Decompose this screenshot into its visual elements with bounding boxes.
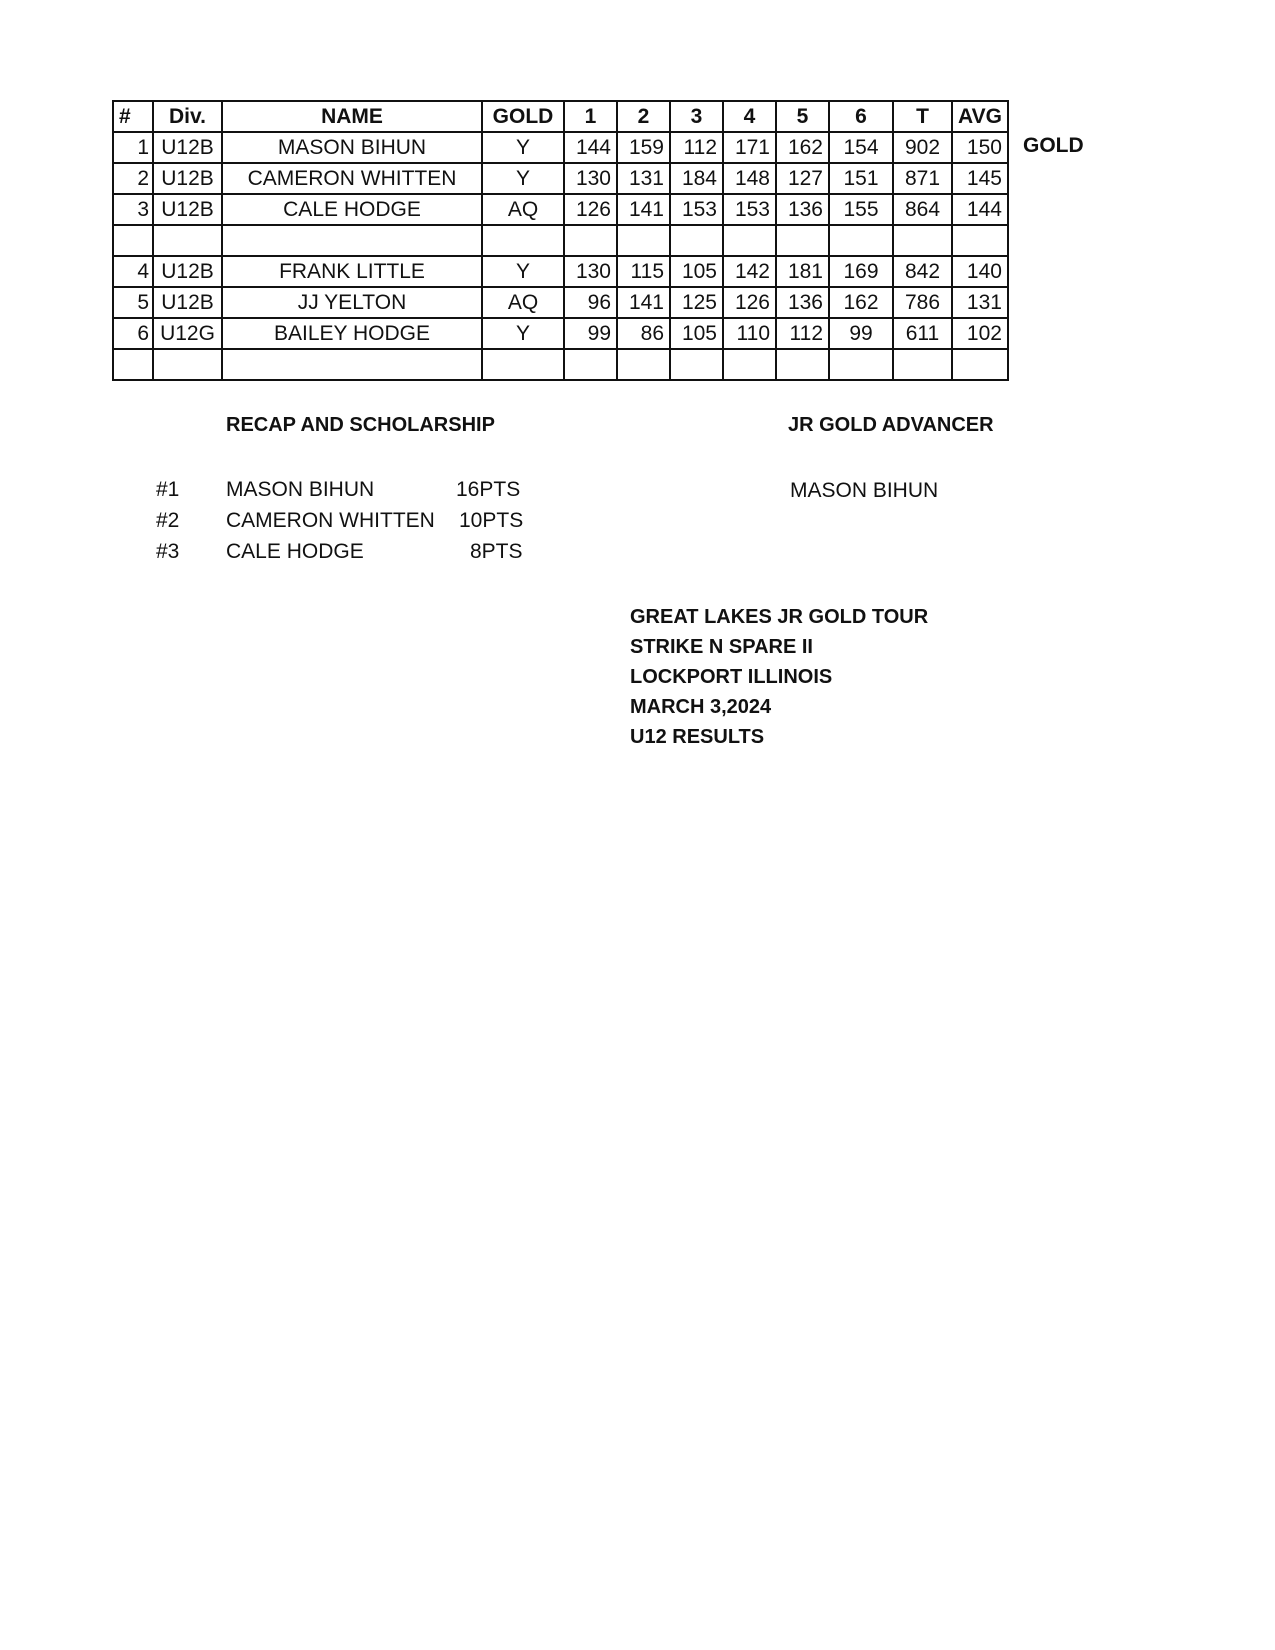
blank-cell bbox=[776, 225, 829, 256]
recap-place: #2 bbox=[156, 509, 180, 532]
blank-row bbox=[113, 225, 1008, 256]
name-cell: CAMERON WHITTEN bbox=[222, 163, 482, 194]
blank-cell bbox=[482, 225, 564, 256]
recap-points: 16PTS bbox=[456, 478, 521, 501]
table-row bbox=[113, 163, 1008, 194]
game-3-cell: 125 bbox=[670, 287, 723, 318]
gold-cell: AQ bbox=[482, 194, 564, 225]
total-cell: 611 bbox=[893, 318, 952, 349]
header-gold: GOLD bbox=[482, 101, 564, 132]
blank-cell bbox=[153, 225, 222, 256]
game-1-cell: 130 bbox=[564, 256, 617, 287]
total-cell: 902 bbox=[893, 132, 952, 163]
results-table bbox=[112, 100, 1009, 381]
name-cell: CALE HODGE bbox=[222, 194, 482, 225]
rank-cell: 6 bbox=[113, 318, 153, 349]
division-cell: U12B bbox=[153, 163, 222, 194]
header-total: T bbox=[893, 101, 952, 132]
blank-cell bbox=[893, 225, 952, 256]
gold-cell: Y bbox=[482, 163, 564, 194]
game-6-cell: 99 bbox=[829, 318, 893, 349]
game-2-cell: 141 bbox=[617, 287, 670, 318]
blank-cell bbox=[153, 349, 222, 380]
blank-cell bbox=[670, 349, 723, 380]
game-6-cell: 154 bbox=[829, 132, 893, 163]
blank-cell bbox=[893, 349, 952, 380]
blank-cell bbox=[670, 225, 723, 256]
header-rank: # bbox=[113, 101, 153, 132]
game-2-cell: 115 bbox=[617, 256, 670, 287]
results-title: U12 RESULTS bbox=[630, 726, 765, 748]
name-cell: FRANK LITTLE bbox=[222, 256, 482, 287]
blank-cell bbox=[723, 349, 776, 380]
recap-place: #1 bbox=[156, 478, 180, 501]
rank-cell: 4 bbox=[113, 256, 153, 287]
game-5-cell: 136 bbox=[776, 194, 829, 225]
name-cell: BAILEY HODGE bbox=[222, 318, 482, 349]
average-cell: 140 bbox=[952, 256, 1008, 287]
average-cell: 131 bbox=[952, 287, 1008, 318]
game-6-cell: 169 bbox=[829, 256, 893, 287]
average-cell: 145 bbox=[952, 163, 1008, 194]
tour-name: GREAT LAKES JR GOLD TOUR bbox=[630, 606, 929, 628]
table-row bbox=[113, 318, 1008, 349]
game-5-cell: 136 bbox=[776, 287, 829, 318]
table-row bbox=[113, 132, 1008, 163]
blank-cell bbox=[617, 225, 670, 256]
game-5-cell: 162 bbox=[776, 132, 829, 163]
game-3-cell: 184 bbox=[670, 163, 723, 194]
game-6-cell: 151 bbox=[829, 163, 893, 194]
game-1-cell: 130 bbox=[564, 163, 617, 194]
header-game-2: 2 bbox=[617, 101, 670, 132]
total-cell: 871 bbox=[893, 163, 952, 194]
header-average: AVG bbox=[952, 101, 1008, 132]
event-info bbox=[630, 602, 928, 752]
game-1-cell: 96 bbox=[564, 287, 617, 318]
recap-points: 10PTS bbox=[459, 509, 524, 532]
advancer-name: MASON BIHUN bbox=[790, 479, 939, 502]
total-cell: 842 bbox=[893, 256, 952, 287]
total-cell: 786 bbox=[893, 287, 952, 318]
rank-cell: 5 bbox=[113, 287, 153, 318]
total-cell: 864 bbox=[893, 194, 952, 225]
game-2-cell: 131 bbox=[617, 163, 670, 194]
header-game-1: 1 bbox=[564, 101, 617, 132]
table-row bbox=[113, 287, 1008, 318]
blank-cell bbox=[952, 349, 1008, 380]
table-header-row bbox=[113, 101, 1008, 132]
advancer-heading: JR GOLD ADVANCER bbox=[788, 414, 994, 436]
game-4-cell: 126 bbox=[723, 287, 776, 318]
blank-cell bbox=[113, 225, 153, 256]
game-2-cell: 86 bbox=[617, 318, 670, 349]
venue-name: STRIKE N SPARE II bbox=[630, 636, 813, 658]
gold-qualifier-label: GOLD bbox=[1023, 134, 1084, 157]
average-cell: 150 bbox=[952, 132, 1008, 163]
game-6-cell: 162 bbox=[829, 287, 893, 318]
game-4-cell: 153 bbox=[723, 194, 776, 225]
game-5-cell: 112 bbox=[776, 318, 829, 349]
game-2-cell: 141 bbox=[617, 194, 670, 225]
game-3-cell: 105 bbox=[670, 256, 723, 287]
game-4-cell: 171 bbox=[723, 132, 776, 163]
header-game-5: 5 bbox=[776, 101, 829, 132]
blank-cell bbox=[617, 349, 670, 380]
rank-cell: 2 bbox=[113, 163, 153, 194]
header-game-3: 3 bbox=[670, 101, 723, 132]
name-cell: JJ YELTON bbox=[222, 287, 482, 318]
gold-cell: AQ bbox=[482, 287, 564, 318]
header-game-6: 6 bbox=[829, 101, 893, 132]
division-cell: U12G bbox=[153, 318, 222, 349]
average-cell: 144 bbox=[952, 194, 1008, 225]
recap-name: CAMERON WHITTEN bbox=[226, 509, 435, 532]
game-1-cell: 99 bbox=[564, 318, 617, 349]
blank-cell bbox=[113, 349, 153, 380]
division-cell: U12B bbox=[153, 132, 222, 163]
blank-cell bbox=[723, 225, 776, 256]
game-5-cell: 127 bbox=[776, 163, 829, 194]
recap-points: 8PTS bbox=[470, 540, 523, 563]
game-1-cell: 126 bbox=[564, 194, 617, 225]
event-date: MARCH 3,2024 bbox=[630, 696, 772, 718]
table-row bbox=[113, 256, 1008, 287]
game-4-cell: 148 bbox=[723, 163, 776, 194]
gold-cell: Y bbox=[482, 318, 564, 349]
blank-cell bbox=[829, 225, 893, 256]
division-cell: U12B bbox=[153, 194, 222, 225]
blank-cell bbox=[222, 349, 482, 380]
blank-cell bbox=[564, 225, 617, 256]
game-4-cell: 110 bbox=[723, 318, 776, 349]
recap-name: CALE HODGE bbox=[226, 540, 364, 563]
gold-cell: Y bbox=[482, 132, 564, 163]
header-division: Div. bbox=[153, 101, 222, 132]
recap-place: #3 bbox=[156, 540, 180, 563]
game-3-cell: 105 bbox=[670, 318, 723, 349]
division-cell: U12B bbox=[153, 287, 222, 318]
average-cell: 102 bbox=[952, 318, 1008, 349]
table-row bbox=[113, 194, 1008, 225]
division-cell: U12B bbox=[153, 256, 222, 287]
blank-cell bbox=[482, 349, 564, 380]
blank-cell bbox=[222, 225, 482, 256]
rank-cell: 3 bbox=[113, 194, 153, 225]
game-6-cell: 155 bbox=[829, 194, 893, 225]
gold-cell: Y bbox=[482, 256, 564, 287]
game-4-cell: 142 bbox=[723, 256, 776, 287]
header-name: NAME bbox=[222, 101, 482, 132]
recap-name: MASON BIHUN bbox=[226, 478, 375, 501]
game-2-cell: 159 bbox=[617, 132, 670, 163]
blank-row bbox=[113, 349, 1008, 380]
game-1-cell: 144 bbox=[564, 132, 617, 163]
event-location: LOCKPORT ILLINOIS bbox=[630, 666, 833, 688]
blank-cell bbox=[564, 349, 617, 380]
recap-heading: RECAP AND SCHOLARSHIP bbox=[226, 414, 495, 436]
game-3-cell: 153 bbox=[670, 194, 723, 225]
header-game-4: 4 bbox=[723, 101, 776, 132]
blank-cell bbox=[829, 349, 893, 380]
game-3-cell: 112 bbox=[670, 132, 723, 163]
name-cell: MASON BIHUN bbox=[222, 132, 482, 163]
blank-cell bbox=[776, 349, 829, 380]
blank-cell bbox=[952, 225, 1008, 256]
game-5-cell: 181 bbox=[776, 256, 829, 287]
rank-cell: 1 bbox=[113, 132, 153, 163]
